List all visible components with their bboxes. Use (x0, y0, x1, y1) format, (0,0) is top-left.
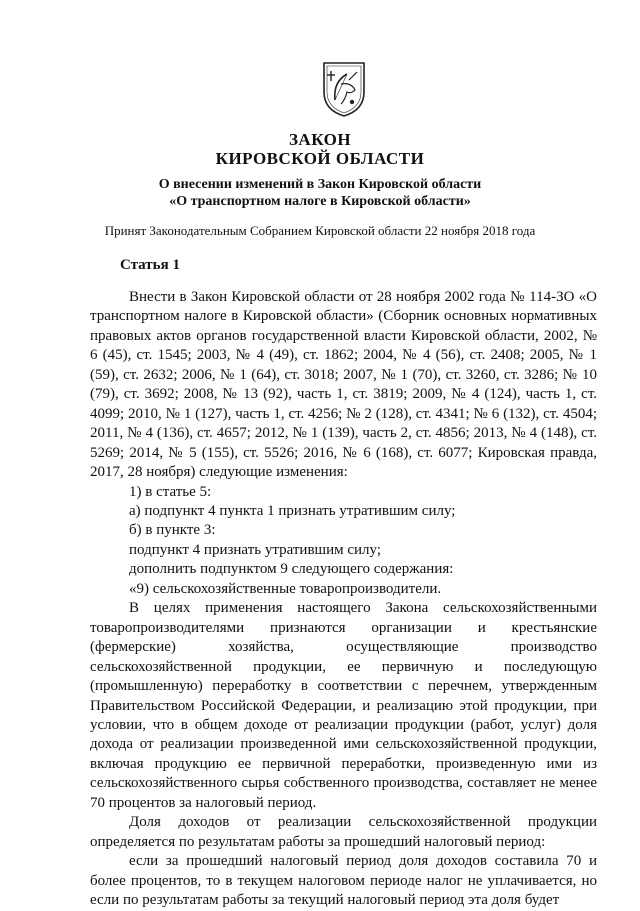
list-item: «9) сельскохозяйственные товаропроизводители. (129, 580, 442, 597)
document-subtitle-line1: О внесении изменений в Закон Кировской области (158, 177, 482, 192)
list-item: 1) в статье 5: (129, 483, 212, 500)
document-region: КИРОВСКОЙ ОБЛАСТИ (215, 149, 425, 168)
list-item: а) подпункт 4 пункта 1 признать утратившим силу; (129, 502, 456, 519)
adoption-note: Принят Законодательным Собранием Кировской области 22 ноября 2018 года (104, 223, 536, 238)
document-subtitle-line2: «О транспортном налоге в Кировской области» (169, 194, 471, 209)
list-item: б) в пункте 3: (129, 522, 216, 539)
article-intro: Внести в Закон Кировской области от 28 ноября 2002 года № 114-ЗО «О транспортном налоге в Кировской области» (Сборник основных нормативных правовых актов органов государственной власти Кировской области, 2002, № 6 (45), ст. 1545; 2003, № 4 (49), ст. 1862; 2004, № 4 (56), ст. 2408; 2005, № 1 (59), ст. 2632; 2006, № 1 (64), ст. 3018; 2007, № 1 (70), ст. 3260, ст. 3286; № 10 (79), ст. 3692; 2008, № 13 (92), часть 1, ст. 3819; 2009, № 4 (124), часть 1, ст. 4099; 2010, № 1 (127), часть 1, ст. 4256; № 2 (128), ст. 4341; № 6 (132), ст. 4504; 2011, № 4 (136), ст. 4657; 2012, № 1 (139), часть 2, ст. 4856; 2013, № 4 (148), ст. 5269; 2014, № 5 (155), ст. 5526; 2016, № 6 (168), ст. 6077; Кировская правда, 2017, 28 ноября) следующие изменения: (90, 289, 597, 481)
paragraph: В целях применения настоящего Закона сельскохозяйственными товаропроизводителями признаются организации и крестьянские (фермерские) хозяйства, осуществляющие производство сельскохозяйственной продукции, ее первичную и последующую (промышленную) переработку в соответствии с перечнем, утвержденным Правительством Российской Федерации, и реализацию этой продукции, при условии, что в общем доходе от реализации продукции (работ, услуг) доля дохода от реализации произведенной ими сельскохозяйственной продукции, включая продукцию ее первичной переработки, произведенную ими из сельскохозяйственного сырья собственного производства, составляет не менее 70 процентов за налоговый период. (90, 600, 597, 811)
paragraph: если за прошедший налоговый период доля доходов составила 70 и более процентов, то в текущем налоговом периоде налог не уплачивается, но если по результатам работы за текущий налоговый период эта доля будет (90, 853, 597, 909)
list-item: дополнить подпунктом 9 следующего содержания: (129, 561, 454, 578)
coat-of-arms-icon (321, 60, 367, 118)
article-body (90, 288, 597, 911)
article-heading: Статья 1 (120, 257, 180, 273)
paragraph: Доля доходов от реализации сельскохозяйственной продукции определяется по результатам работы за прошедший налоговый период: (90, 814, 597, 850)
list-item: подпункт 4 признать утратившим силу; (129, 541, 381, 558)
document-title: ЗАКОН (288, 130, 352, 149)
